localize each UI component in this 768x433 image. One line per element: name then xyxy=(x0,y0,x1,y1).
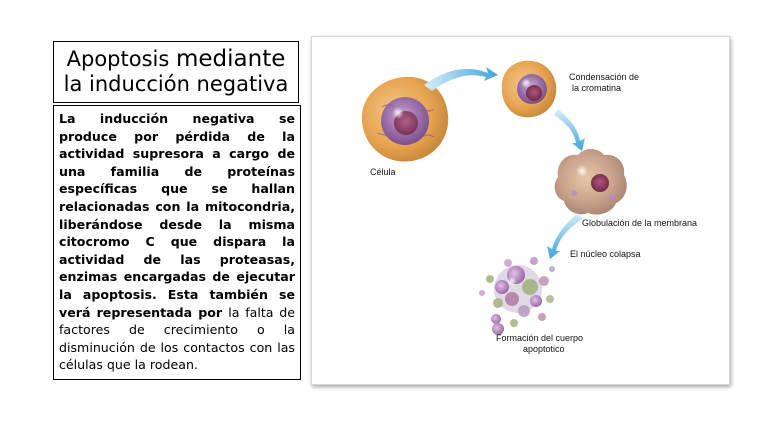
label-globulacion: Globulación de la membrana xyxy=(582,218,698,228)
apoptotic-body xyxy=(479,257,555,335)
body-text-bold: La inducción negativa se produce por pérdida de la actividad supresora a cargo de una familia de proteínas específicas que se hallan relacionadas con la mitocondria, liberándose desde la misma citocromo C que dispara la actividad de las proteasas, enzimas encargadas de ejecutar la apoptosis. Esta también se verá representada por xyxy=(59,111,295,320)
condensation-cell xyxy=(502,61,557,118)
apoptosis-diagram xyxy=(312,37,729,384)
title-line-1 xyxy=(67,47,286,72)
body-text-regular: la falta de factores de crecimiento o la disminución de los contactos con las células que la rodean. xyxy=(59,304,295,373)
apoptosis-figure xyxy=(311,36,730,385)
title-box xyxy=(53,41,299,103)
body-paragraph xyxy=(59,110,295,374)
membrane-globulation-cell xyxy=(555,149,627,215)
label-formacion-2: apoptotico xyxy=(523,344,565,354)
body-text-box xyxy=(53,105,301,380)
label-condensacion-1: Condensación de xyxy=(569,72,640,82)
normal-cell xyxy=(362,77,448,162)
arrow-2 xyxy=(554,109,585,151)
title-line-2: la inducción negativa xyxy=(63,72,289,96)
label-nucleo-colapsa: El núcleo colapsa xyxy=(570,249,641,259)
label-condensacion-2: la cromatina xyxy=(572,83,622,93)
title-word-apoptosis: Apoptosis xyxy=(66,47,176,71)
label-formacion-1: Formación del cuerpo xyxy=(496,333,584,343)
title-word-mediante: mediante xyxy=(175,46,286,72)
arrow-1 xyxy=(424,67,498,91)
label-celula: Célula xyxy=(370,167,396,177)
